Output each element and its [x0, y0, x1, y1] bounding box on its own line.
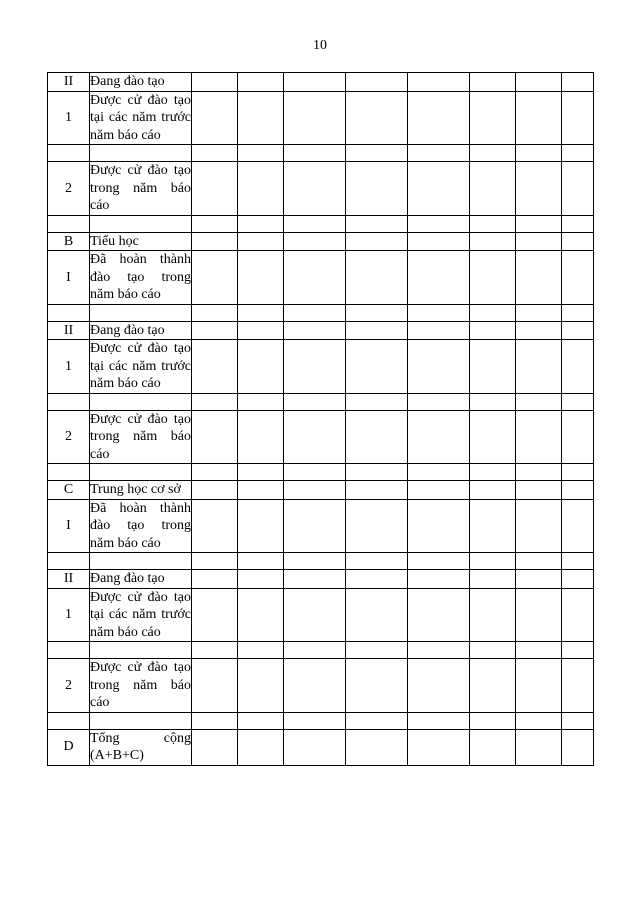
row-number: 2	[48, 659, 90, 713]
data-cell[interactable]	[192, 91, 238, 145]
row-label	[90, 162, 192, 216]
data-cell[interactable]	[470, 73, 516, 92]
table-row	[48, 215, 594, 232]
data-cell[interactable]	[284, 712, 346, 729]
row-number: II	[48, 73, 90, 92]
data-cell[interactable]	[408, 642, 470, 659]
data-cell[interactable]	[408, 570, 470, 589]
row-label	[90, 91, 192, 145]
data-cell[interactable]	[346, 481, 408, 500]
data-cell[interactable]	[284, 588, 346, 642]
row-number	[48, 393, 90, 410]
data-cell[interactable]	[192, 659, 238, 713]
data-cell[interactable]	[346, 304, 408, 321]
data-cell[interactable]	[284, 162, 346, 216]
data-cell[interactable]	[284, 642, 346, 659]
data-cell[interactable]	[516, 499, 562, 553]
data-cell[interactable]	[238, 91, 284, 145]
data-cell[interactable]	[192, 499, 238, 553]
data-cell[interactable]	[516, 712, 562, 729]
data-cell[interactable]	[562, 481, 594, 500]
data-cell[interactable]	[516, 481, 562, 500]
row-label	[90, 553, 192, 570]
data-cell[interactable]	[470, 162, 516, 216]
data-cell[interactable]	[346, 642, 408, 659]
row-label	[90, 145, 192, 162]
data-cell[interactable]	[562, 553, 594, 570]
row-label-text: Tiểu học	[90, 233, 139, 249]
row-number	[48, 553, 90, 570]
row-label	[90, 570, 192, 589]
row-label-text: Được cử đào tạo tại các năm trước năm báo cáo	[90, 341, 191, 391]
row-number: 1	[48, 588, 90, 642]
data-cell[interactable]	[238, 499, 284, 553]
data-cell[interactable]	[408, 232, 470, 251]
data-cell[interactable]	[516, 553, 562, 570]
data-cell[interactable]	[284, 304, 346, 321]
table-row	[48, 642, 594, 659]
row-number	[48, 304, 90, 321]
data-cell[interactable]	[284, 729, 346, 765]
data-cell[interactable]	[192, 145, 238, 162]
row-number	[48, 145, 90, 162]
data-cell[interactable]	[238, 712, 284, 729]
data-cell[interactable]	[516, 464, 562, 481]
data-cell[interactable]	[408, 145, 470, 162]
data-cell[interactable]	[192, 73, 238, 92]
data-cell[interactable]	[562, 340, 594, 394]
data-cell[interactable]	[516, 340, 562, 394]
row-number: 1	[48, 340, 90, 394]
data-cell[interactable]	[346, 410, 408, 464]
data-cell[interactable]	[408, 215, 470, 232]
table-row	[48, 73, 594, 92]
data-cell[interactable]	[470, 642, 516, 659]
row-label	[90, 659, 192, 713]
data-cell[interactable]	[470, 340, 516, 394]
row-label	[90, 393, 192, 410]
data-cell[interactable]	[346, 91, 408, 145]
data-cell[interactable]	[516, 659, 562, 713]
row-label	[90, 481, 192, 500]
row-label-text: Được cử đào tạo trong năm báo cáo	[90, 163, 191, 213]
data-cell[interactable]	[562, 570, 594, 589]
data-cell[interactable]	[562, 73, 594, 92]
data-cell[interactable]	[516, 410, 562, 464]
data-cell[interactable]	[192, 215, 238, 232]
row-label-text: Được cử đào tạo trong năm báo cáo	[90, 411, 191, 462]
row-number: 1	[48, 91, 90, 145]
table-row	[48, 393, 594, 410]
data-cell[interactable]	[470, 145, 516, 162]
row-label	[90, 729, 192, 765]
row-label-text: Được cử đào tạo trong năm báo cáo	[90, 660, 191, 710]
data-cell[interactable]	[346, 729, 408, 765]
data-cell[interactable]	[516, 145, 562, 162]
data-cell[interactable]	[516, 642, 562, 659]
data-cell[interactable]	[284, 570, 346, 589]
data-cell[interactable]	[408, 162, 470, 216]
data-cell[interactable]	[562, 91, 594, 145]
data-cell[interactable]	[408, 393, 470, 410]
data-cell[interactable]	[346, 659, 408, 713]
page-number: 10	[313, 38, 327, 53]
data-cell[interactable]	[284, 553, 346, 570]
data-cell[interactable]	[470, 393, 516, 410]
data-cell[interactable]	[408, 73, 470, 92]
data-cell[interactable]	[408, 91, 470, 145]
table-row	[48, 659, 594, 713]
data-cell[interactable]	[192, 304, 238, 321]
row-label-text: Được cử đào tạo tại các năm trước năm báo cáo	[90, 589, 191, 640]
row-label	[90, 340, 192, 394]
data-cell[interactable]	[470, 304, 516, 321]
data-cell[interactable]	[346, 251, 408, 305]
data-cell[interactable]	[238, 410, 284, 464]
data-cell[interactable]	[470, 410, 516, 464]
data-cell[interactable]	[238, 232, 284, 251]
row-number: B	[48, 232, 90, 251]
data-cell[interactable]	[470, 215, 516, 232]
data-cell[interactable]	[238, 215, 284, 232]
table-row	[48, 232, 594, 251]
data-cell[interactable]	[238, 340, 284, 394]
data-cell[interactable]	[562, 642, 594, 659]
row-number	[48, 642, 90, 659]
data-cell[interactable]	[238, 321, 284, 340]
data-cell[interactable]	[192, 251, 238, 305]
row-number	[48, 464, 90, 481]
data-cell[interactable]	[562, 145, 594, 162]
data-cell[interactable]	[238, 304, 284, 321]
table-row	[48, 251, 594, 305]
data-cell[interactable]	[192, 481, 238, 500]
data-cell[interactable]	[408, 321, 470, 340]
data-cell[interactable]	[516, 232, 562, 251]
table-row	[48, 145, 594, 162]
table-row	[48, 91, 594, 145]
data-cell[interactable]	[346, 321, 408, 340]
data-cell[interactable]	[408, 251, 470, 305]
data-cell[interactable]	[192, 393, 238, 410]
data-cell[interactable]	[562, 499, 594, 553]
table-row	[48, 499, 594, 553]
row-label	[90, 232, 192, 251]
data-cell[interactable]	[516, 251, 562, 305]
table-row	[48, 712, 594, 729]
data-cell[interactable]	[516, 393, 562, 410]
table-row	[48, 162, 594, 216]
data-cell[interactable]	[284, 215, 346, 232]
data-cell[interactable]	[562, 659, 594, 713]
data-cell[interactable]	[192, 464, 238, 481]
data-cell[interactable]	[470, 659, 516, 713]
row-label-text: Đang đào tạo	[90, 322, 165, 338]
table-row	[48, 304, 594, 321]
table-row	[48, 464, 594, 481]
row-label	[90, 410, 192, 464]
data-cell[interactable]	[346, 712, 408, 729]
data-cell[interactable]	[408, 340, 470, 394]
row-label-text: Đã hoàn thành đào tạo trong năm báo cáo	[90, 500, 191, 551]
data-cell[interactable]	[346, 340, 408, 394]
report-table	[47, 72, 594, 766]
data-cell[interactable]	[192, 162, 238, 216]
row-number: 2	[48, 410, 90, 464]
row-number: I	[48, 251, 90, 305]
data-cell[interactable]	[192, 570, 238, 589]
data-cell[interactable]	[346, 232, 408, 251]
row-number: II	[48, 321, 90, 340]
table-row	[48, 481, 594, 500]
data-cell[interactable]	[346, 588, 408, 642]
data-cell[interactable]	[470, 251, 516, 305]
row-label	[90, 215, 192, 232]
data-cell[interactable]	[562, 712, 594, 729]
table-row	[48, 553, 594, 570]
data-cell[interactable]	[408, 712, 470, 729]
data-cell[interactable]	[516, 588, 562, 642]
data-cell[interactable]	[346, 393, 408, 410]
data-cell[interactable]	[346, 215, 408, 232]
row-label	[90, 304, 192, 321]
data-cell[interactable]	[346, 570, 408, 589]
row-label	[90, 251, 192, 305]
data-cell[interactable]	[346, 162, 408, 216]
data-cell[interactable]	[238, 729, 284, 765]
data-cell[interactable]	[192, 553, 238, 570]
row-number: C	[48, 481, 90, 500]
row-number: II	[48, 570, 90, 589]
data-cell[interactable]	[284, 499, 346, 553]
data-cell[interactable]	[516, 91, 562, 145]
data-cell[interactable]	[284, 410, 346, 464]
data-cell[interactable]	[284, 232, 346, 251]
data-cell[interactable]	[284, 481, 346, 500]
data-cell[interactable]	[408, 729, 470, 765]
data-cell[interactable]	[238, 464, 284, 481]
row-label	[90, 321, 192, 340]
data-cell[interactable]	[562, 162, 594, 216]
data-cell[interactable]	[470, 588, 516, 642]
data-cell[interactable]	[408, 410, 470, 464]
data-cell[interactable]	[284, 145, 346, 162]
data-cell[interactable]	[562, 729, 594, 765]
data-cell[interactable]	[562, 251, 594, 305]
data-cell[interactable]	[192, 588, 238, 642]
data-cell[interactable]	[192, 232, 238, 251]
data-cell[interactable]	[284, 321, 346, 340]
row-number: D	[48, 729, 90, 765]
row-number	[48, 215, 90, 232]
data-cell[interactable]	[470, 570, 516, 589]
row-label-text: Tổng cộng (A+B+C)	[90, 730, 191, 763]
data-cell[interactable]	[346, 73, 408, 92]
row-label-text: Đã hoàn thành đào tạo trong năm báo cáo	[90, 252, 191, 302]
data-cell[interactable]	[516, 162, 562, 216]
table-row	[48, 410, 594, 464]
data-cell[interactable]	[562, 321, 594, 340]
data-cell[interactable]	[238, 570, 284, 589]
row-label	[90, 464, 192, 481]
data-cell[interactable]	[516, 73, 562, 92]
data-cell[interactable]	[516, 304, 562, 321]
data-cell[interactable]	[562, 393, 594, 410]
row-label	[90, 499, 192, 553]
data-cell[interactable]	[408, 304, 470, 321]
data-cell[interactable]	[238, 588, 284, 642]
table-row	[48, 340, 594, 394]
data-cell[interactable]	[470, 321, 516, 340]
table-row	[48, 729, 594, 765]
data-cell[interactable]	[284, 659, 346, 713]
data-cell[interactable]	[238, 659, 284, 713]
data-cell[interactable]	[192, 340, 238, 394]
data-cell[interactable]	[470, 729, 516, 765]
data-cell[interactable]	[516, 729, 562, 765]
data-cell[interactable]	[470, 712, 516, 729]
data-cell[interactable]	[470, 553, 516, 570]
row-label	[90, 73, 192, 92]
data-cell[interactable]	[470, 91, 516, 145]
data-cell[interactable]	[238, 145, 284, 162]
data-cell[interactable]	[238, 481, 284, 500]
row-label-text: Trung học cơ sở	[90, 482, 181, 497]
data-cell[interactable]	[192, 321, 238, 340]
data-cell[interactable]	[408, 481, 470, 500]
data-cell[interactable]	[562, 410, 594, 464]
data-cell[interactable]	[238, 162, 284, 216]
data-cell[interactable]	[516, 321, 562, 340]
table-row	[48, 588, 594, 642]
data-cell[interactable]	[562, 464, 594, 481]
data-cell[interactable]	[408, 464, 470, 481]
data-cell[interactable]	[346, 553, 408, 570]
row-label	[90, 588, 192, 642]
data-cell[interactable]	[408, 499, 470, 553]
data-cell[interactable]	[470, 464, 516, 481]
data-cell[interactable]	[408, 588, 470, 642]
data-cell[interactable]	[470, 232, 516, 251]
data-cell[interactable]	[562, 215, 594, 232]
row-label-text: Đang đào tạo	[90, 74, 165, 89]
data-cell[interactable]	[284, 251, 346, 305]
data-cell[interactable]	[238, 393, 284, 410]
data-cell[interactable]	[192, 729, 238, 765]
row-label-text: Được cử đào tạo tại các năm trước năm báo cáo	[90, 92, 191, 143]
data-cell[interactable]	[238, 251, 284, 305]
row-number	[48, 712, 90, 729]
data-cell[interactable]	[192, 712, 238, 729]
data-cell[interactable]	[284, 340, 346, 394]
data-cell[interactable]	[238, 642, 284, 659]
row-number: 2	[48, 162, 90, 216]
data-cell[interactable]	[408, 553, 470, 570]
data-cell[interactable]	[192, 410, 238, 464]
row-number: I	[48, 499, 90, 553]
data-cell[interactable]	[284, 91, 346, 145]
table-row	[48, 321, 594, 340]
data-cell[interactable]	[284, 464, 346, 481]
data-cell[interactable]	[562, 304, 594, 321]
table-row	[48, 570, 594, 589]
data-cell[interactable]	[516, 570, 562, 589]
data-cell[interactable]	[284, 73, 346, 92]
data-cell[interactable]	[238, 553, 284, 570]
row-label-text: Đang đào tạo	[90, 571, 165, 586]
data-cell[interactable]	[562, 588, 594, 642]
data-cell[interactable]	[346, 464, 408, 481]
data-cell[interactable]	[346, 145, 408, 162]
data-cell[interactable]	[470, 499, 516, 553]
data-cell[interactable]	[470, 481, 516, 500]
data-cell[interactable]	[284, 393, 346, 410]
data-cell[interactable]	[238, 73, 284, 92]
data-cell[interactable]	[408, 659, 470, 713]
data-cell[interactable]	[562, 232, 594, 251]
data-cell[interactable]	[346, 499, 408, 553]
row-label	[90, 712, 192, 729]
row-label	[90, 642, 192, 659]
data-cell[interactable]	[516, 215, 562, 232]
data-cell[interactable]	[192, 642, 238, 659]
